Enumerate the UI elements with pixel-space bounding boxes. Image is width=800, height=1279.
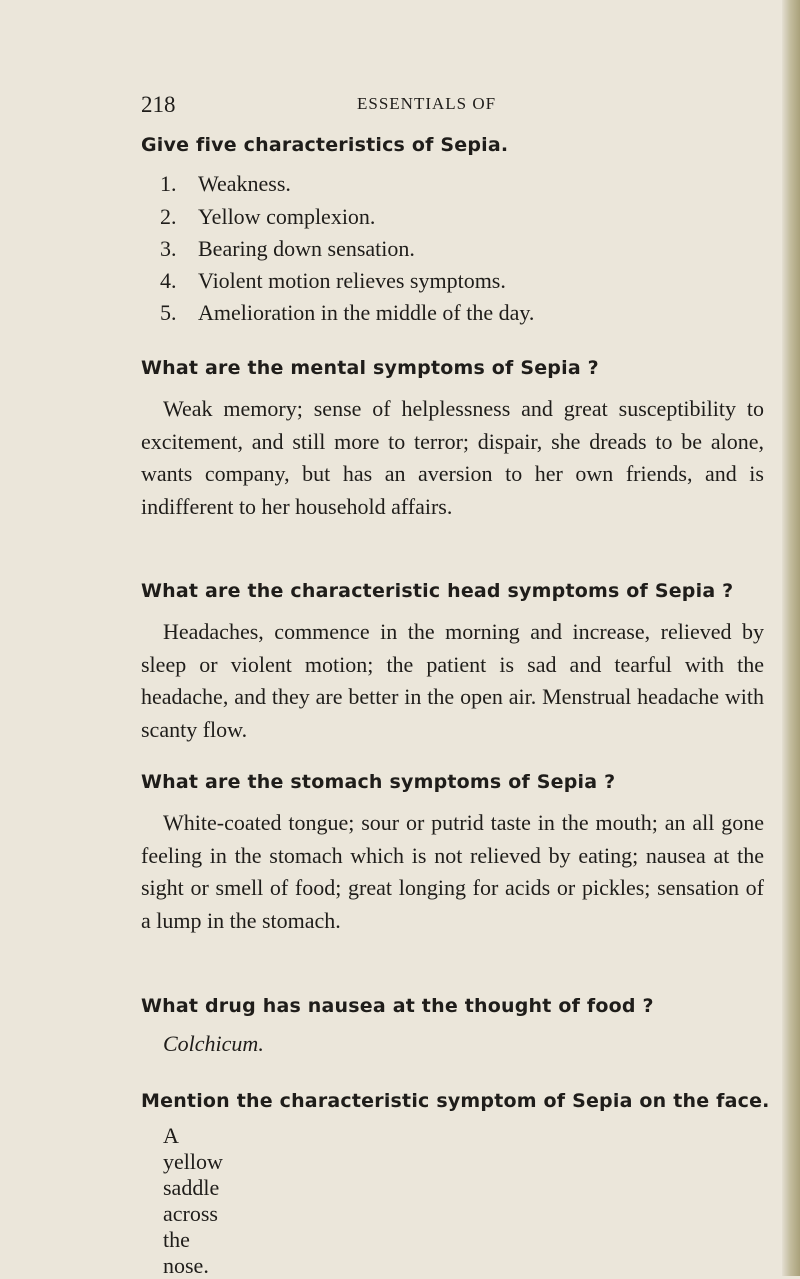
- list-number: 3.: [160, 236, 177, 261]
- list-text: Bearing down sensation.: [198, 236, 415, 261]
- answer-nausea-drug: Colchicum.: [163, 1031, 264, 1056]
- list-text: Yellow complexion.: [198, 204, 376, 229]
- list-item: [160, 236, 415, 262]
- question-face-symptom: Mention the characteristic symptom of Sepia on the face.: [141, 1090, 770, 1112]
- answer-head-symptoms: Headaches, commence in the morning and increase, relieved by sleep or violent motion; the patient is sad and tearful with the headache, and they are better in the open air. Menstrual headache with scanty flow.: [141, 619, 764, 742]
- page-edge: [782, 0, 800, 1276]
- list-text: Amelioration in the middle of the day.: [198, 300, 535, 325]
- question-five-characteristics: Give five characteristics of Sepia.: [141, 134, 509, 156]
- list-item: [160, 204, 375, 230]
- list-item: [160, 268, 506, 294]
- question-stomach-symptoms: What are the stomach symptoms of Sepia ?: [141, 771, 616, 793]
- answer-mental-symptoms: Weak memory; sense of helplessness and great susceptibility to excitement, and still more to terror; dispair, she dreads to be alone, wants company, but has an aversion to her own friends, and is indifferent to her household affairs.: [141, 396, 764, 519]
- list-number: 5.: [160, 300, 177, 325]
- list-text: Violent motion relieves symptoms.: [198, 268, 506, 293]
- question-mental-symptoms: What are the mental symptoms of Sepia ?: [141, 357, 599, 379]
- answer-face-symptom: A yellow saddle across the nose.: [163, 1123, 223, 1278]
- list-text: Weakness.: [198, 171, 291, 196]
- question-nausea-drug: What drug has nausea at the thought of food ?: [141, 995, 654, 1017]
- list-item: [160, 300, 534, 326]
- page-number: 218: [141, 92, 176, 117]
- list-item: [160, 171, 291, 197]
- list-number: 1.: [160, 171, 177, 196]
- list-number: 2.: [160, 204, 177, 229]
- running-head: ESSENTIALS OF: [357, 94, 497, 113]
- question-head-symptoms: What are the characteristic head symptoms of Sepia ?: [141, 580, 734, 602]
- list-number: 4.: [160, 268, 177, 293]
- answer-stomach-symptoms: White-coated tongue; sour or putrid taste in the mouth; an all gone feeling in the stomach which is not relieved by eating; nausea at the sight or smell of food; great longing for acids or pickles; sensation of a lump in the stomach.: [141, 810, 764, 933]
- page-header: [141, 92, 541, 120]
